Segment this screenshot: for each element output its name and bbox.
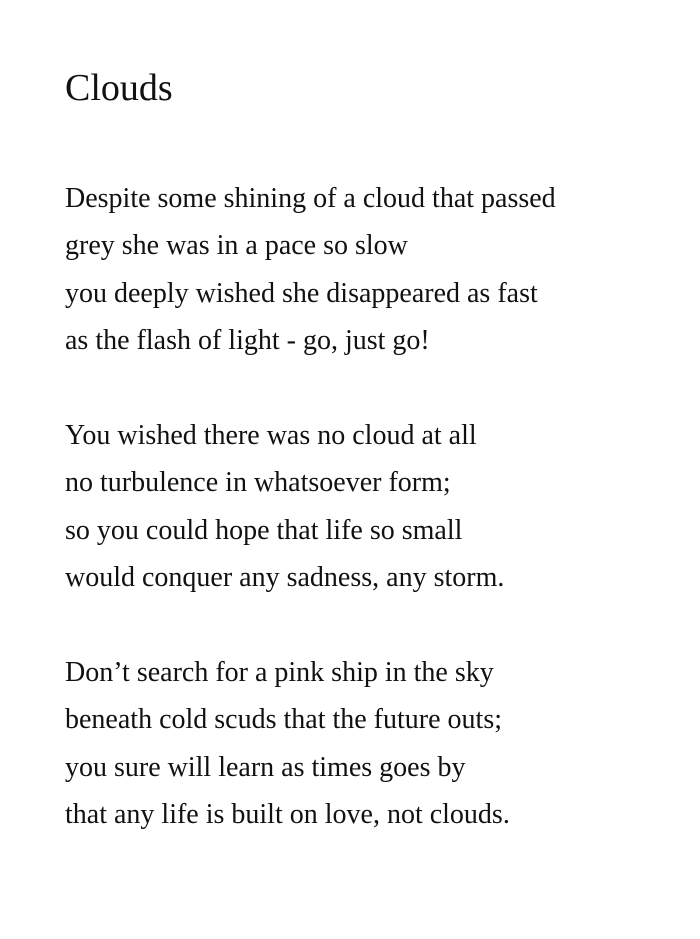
poem-title: Clouds [65, 67, 173, 109]
poem-line: so you could hope that life so small [65, 514, 463, 546]
poem-line: Despite some shining of a cloud that passed [65, 183, 556, 214]
poem-line: that any life is built on love, not clouds. [65, 798, 510, 830]
stanza-1 [65, 175, 556, 364]
poem-line: You wished there was no cloud at all [65, 420, 477, 451]
poem-line: you deeply wished she disappeared as fast [65, 277, 538, 309]
poem-line: Don’t search for a pink ship in the sky [65, 657, 494, 688]
stanza-3 [65, 649, 510, 838]
poem-line: you sure will learn as times goes by [65, 751, 466, 783]
poem-line: no turbulence in whatsoever form; [65, 467, 451, 499]
poem-line: grey she was in a pace so slow [65, 230, 408, 262]
poem-line: beneath cold scuds that the future outs; [65, 704, 502, 736]
poem-line: as the flash of light - go, just go! [65, 324, 430, 356]
poem-line: would conquer any sadness, any storm. [65, 561, 505, 593]
stanza-2 [65, 412, 504, 601]
